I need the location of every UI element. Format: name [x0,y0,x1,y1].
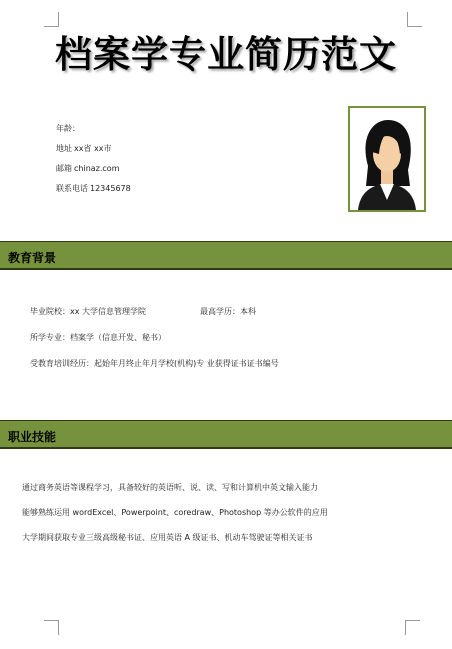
crop-mark-bottom-left [44,620,59,635]
skills-line-3: 大学期间获取专业三级高级秘书证、应用英语 A 级证书、机动车驾驶证等相关证书 [22,533,313,542]
info-address-label: 地址 [56,144,72,153]
crop-mark-top-left [44,12,59,27]
crop-mark-top-right [407,12,422,27]
skills-heading: 职业技能 [8,430,57,444]
skills-line-2: 能够熟练运用 wordExcel、Powerpoint、coredraw、Photoshop 等办公软件的应用 [22,508,328,517]
page-title: 档案学专业简历范文 [55,33,397,76]
info-address [56,144,111,154]
info-phone [56,184,131,194]
education-degree: 最高学历：本科 [200,307,256,316]
info-phone-label: 联系电话 [56,184,88,193]
info-age-label: 年龄： [56,124,80,133]
education-section-header [0,241,452,270]
info-email-value: chinaz.com [74,164,120,173]
education-training: 受教育培训经历：起始年月终止年月学校(机构)专 业获得证书证书编号 [30,359,279,368]
profile-photo [348,106,426,212]
skills-section-header [0,420,452,449]
education-school: 毕业院校：xx 大学信息管理学院 [30,307,147,316]
education-major: 所学专业：档案学（信息开发、秘书） [30,333,166,342]
info-address-value: xx省 xx市 [74,144,112,153]
crop-mark-bottom-right [405,620,420,635]
info-phone-value: 12345678 [90,184,131,193]
education-heading: 教育背景 [8,251,57,265]
skills-line-1: 通过商务英语等课程学习，具备较好的英语听、说、读、写和计算机中英文输入能力 [22,483,318,492]
info-email [56,164,120,174]
info-email-label: 邮箱 [56,164,72,173]
info-age [56,124,82,134]
female-avatar-icon [350,108,424,210]
